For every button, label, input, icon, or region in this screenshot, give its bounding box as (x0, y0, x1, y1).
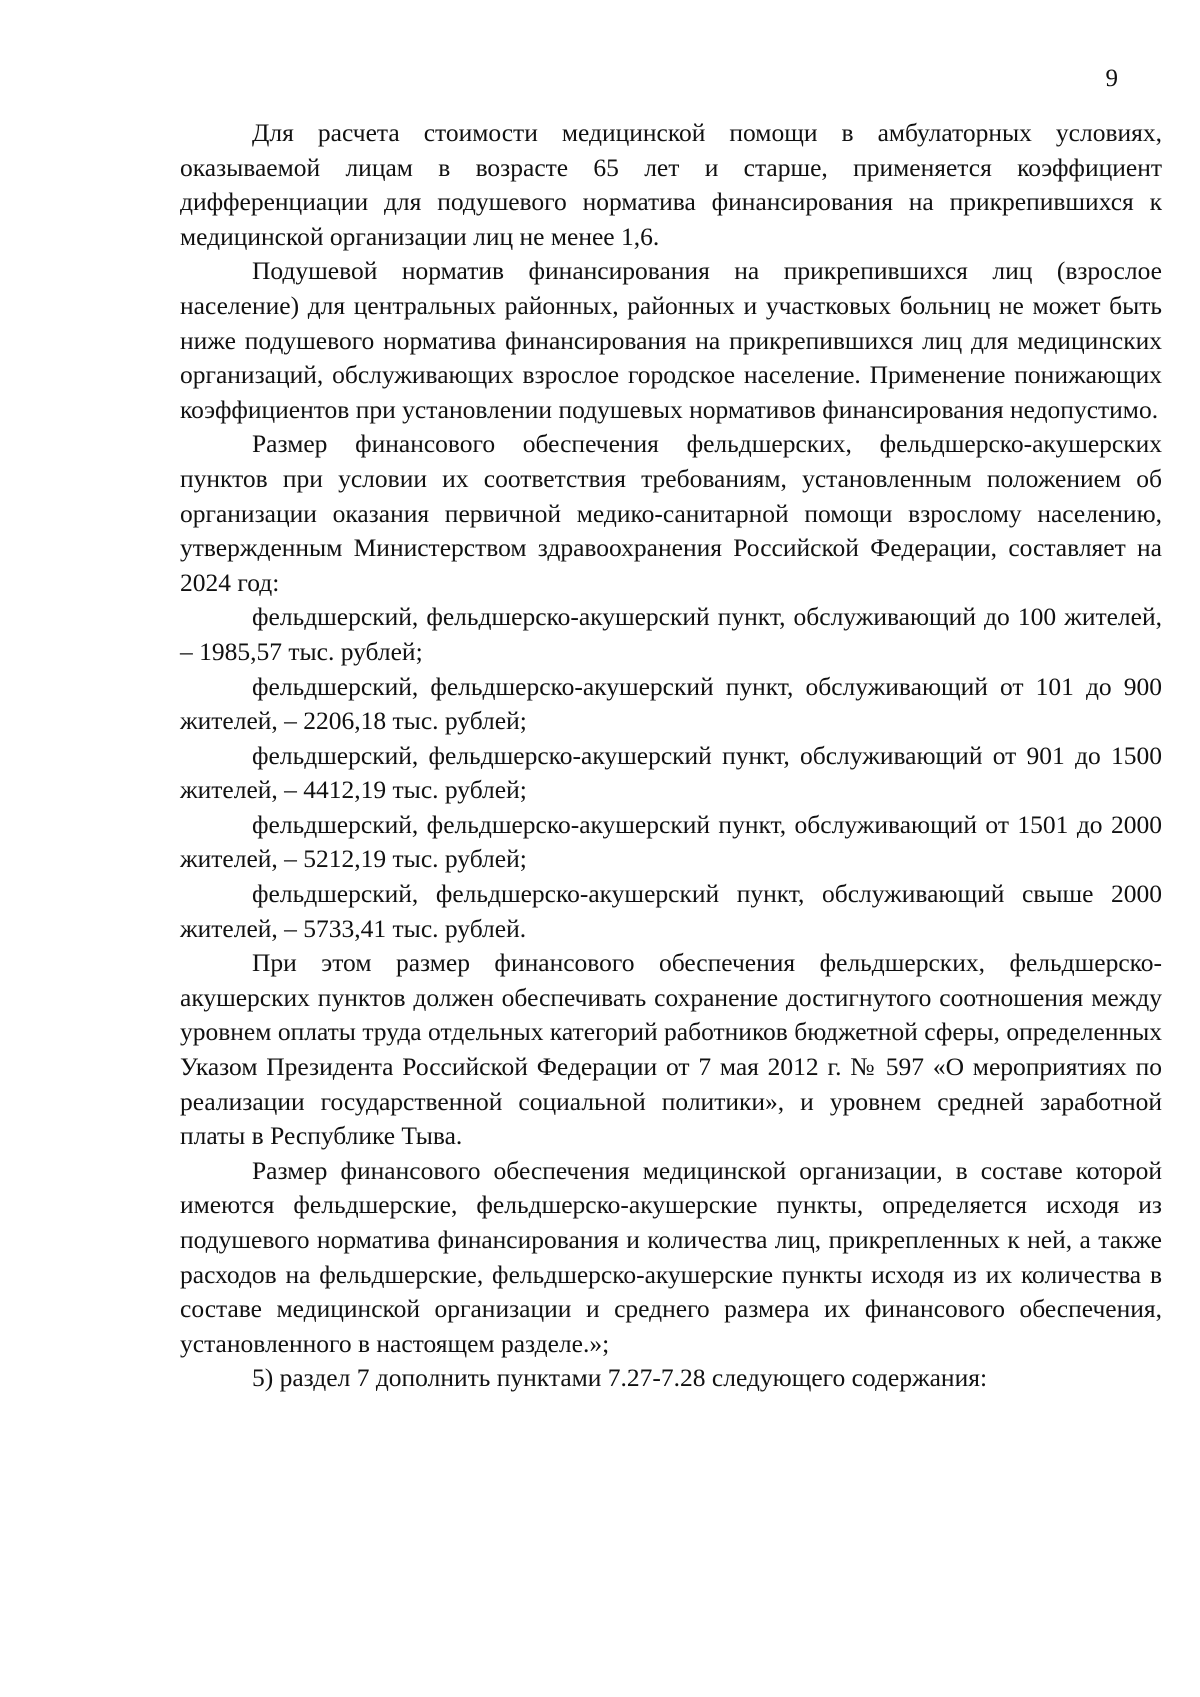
paragraph-coefficient-65-plus: Для расчета стоимости медицинской помощи в амбулаторных условиях, оказываемой лицам в возрасте 65 лет и старше, применяется коэффициент дифференциации для подушевого норматива финансирования на прикрепившихся к медицинской организации лиц не менее 1,6. (180, 118, 1162, 251)
list-item-over-2000: фельдшерский, фельдшерско-акушерский пункт, обслуживающий свыше 2000 жителей, – 5733,41 тыс. рублей. (180, 879, 1162, 943)
paragraph-feldsher-funding-intro: Размер финансового обеспечения фельдшерских, фельдшерско-акушерских пунктов при условии их соответствия требованиям, установленным положением об организации оказания первичной медико-санитарной помощи взрослому населению, утвержденным Министерством здравоохранения Российской Федерации, составляет на 2024 год: (180, 429, 1162, 597)
list-item-901-1500: фельдшерский, фельдшерско-акушерский пункт, обслуживающий от 901 до 1500 жителей, – 4412,19 тыс. рублей; (180, 740, 1162, 805)
document-body (180, 116, 1162, 1396)
paragraph-salary-ratio: При этом размер финансового обеспечения фельдшерских, фельдшерско-акушерских пунктов должен обеспечивать сохранение достигнутого соотношения между уровнем оплаты труда отдельных категорий работников бюджетной сферы, определенных Указом Президента Российской Федерации от 7 мая 2012 г. № 597 «О мероприятиях по реализации государственной социальной политики», и уровнем средней заработной платы в Республике Тыва. (180, 948, 1162, 1151)
paragraph-section-7-amendment: 5) раздел 7 дополнить пунктами 7.27-7.28 следующего содержания: (252, 1363, 988, 1393)
page-number: 9 (1105, 65, 1118, 92)
list-item-101-900: фельдшерский, фельдшерско-акушерский пункт, обслуживающий от 101 до 900 жителей, – 2206,18 тыс. рублей; (180, 671, 1162, 736)
list-item-1501-2000: фельдшерский, фельдшерско-акушерский пункт, обслуживающий от 1501 до 2000 жителей, – 5212,19 тыс. рублей; (180, 809, 1162, 874)
list-item-up-to-100: фельдшерский, фельдшерско-акушерский пункт, обслуживающий до 100 жителей, – 1985,57 тыс. рублей; (180, 602, 1162, 666)
paragraph-per-capita-standard: Подушевой норматив финансирования на прикрепившихся лиц (взрослое население) для центральных районных, районных и участковых больниц не может быть ниже подушевого норматива финансирования на прикрепившихся лиц для медицинских организаций, обслуживающих взрослое городское население. Применение понижающих коэффициентов при установлении подушевых нормативов финансирования недопустимо. (180, 256, 1162, 424)
paragraph-organization-funding: Размер финансового обеспечения медицинской организации, в составе которой имеются фельдшерские, фельдшерско-акушерские пункты, определяется исходя из подушевого норматива финансирования и количества лиц, прикрепленных к ней, а также расходов на фельдшерские, фельдшерско-акушерские пункты исходя из их количества в составе медицинской организации и среднего размера их финансового обеспечения, установленного в настоящем разделе.»; (180, 1155, 1162, 1358)
